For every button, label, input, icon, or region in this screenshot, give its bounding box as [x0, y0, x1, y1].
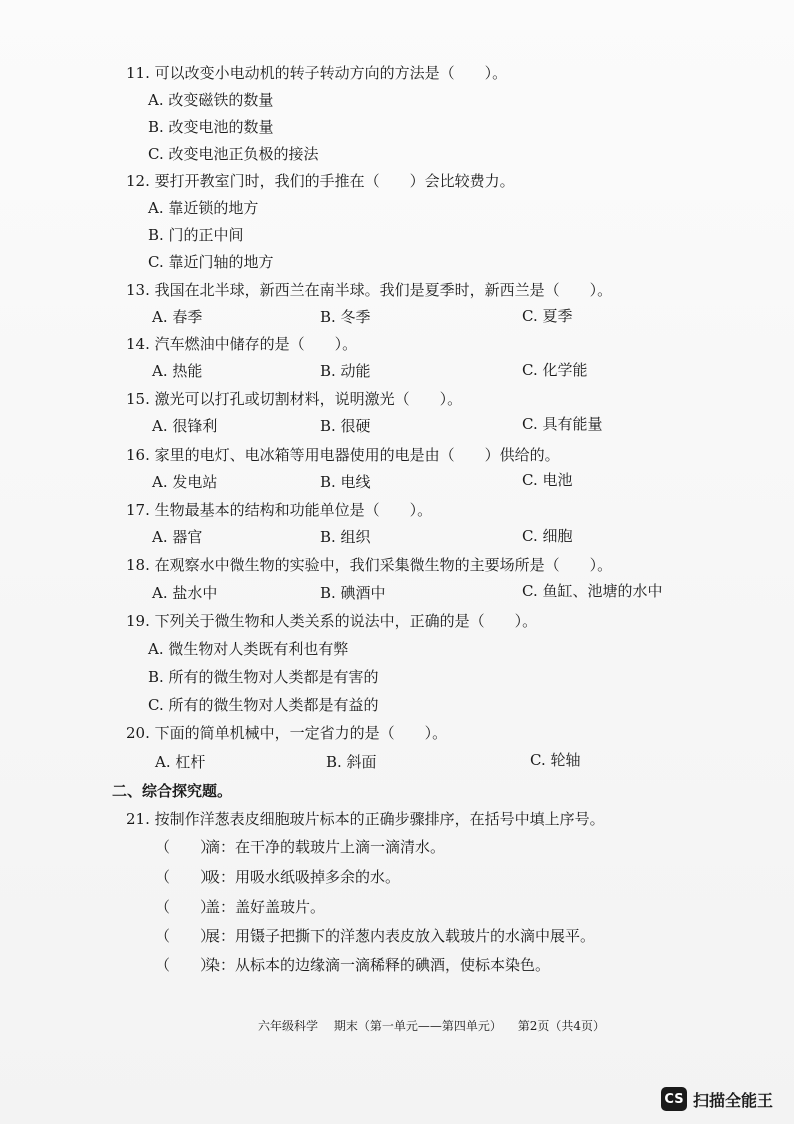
q21-step-4 — [155, 925, 595, 946]
section-2-title: 二、综合探究题。 — [112, 782, 233, 800]
q16-option-b: B. 电线 — [320, 473, 371, 491]
q18-option-a: A. 盐水中 — [152, 584, 218, 602]
q16-option-c: C. 电池 — [522, 471, 573, 489]
q15-option-c: C. 具有能量 — [522, 415, 603, 433]
q13-option-c: C. 夏季 — [522, 307, 573, 325]
q19-option-b: B. 所有的微生物对人类都是有害的 — [148, 668, 379, 686]
question-12: 12. 要打开教室门时，我们的手推在（ ）会比较费力。 — [126, 172, 515, 190]
q11-option-a: A. 改变磁铁的数量 — [148, 91, 274, 109]
q18-option-b: B. 碘酒中 — [320, 584, 386, 602]
q21-step-2 — [155, 866, 400, 887]
step-text: 染：从标本的边缘滴一滴稀释的碘酒，使标本染色。 — [205, 956, 551, 974]
question-21: 21. 按制作洋葱表皮细胞玻片标本的正确步骤排序，在括号中填上序号。 — [126, 810, 605, 828]
question-18: 18. 在观察水中微生物的实验中，我们采集微生物的主要场所是（ ）。 — [126, 556, 613, 574]
q20-option-c: C. 轮轴 — [530, 751, 581, 769]
question-16: 16. 家里的电灯、电冰箱等用电器使用的电是由（ ）供给的。 — [126, 446, 560, 464]
q21-step-5 — [155, 954, 550, 975]
question-19: 19. 下列关于微生物和人类关系的说法中，正确的是（ ）。 — [126, 612, 538, 630]
q16-option-a: A. 发电站 — [152, 473, 218, 491]
q12-option-a: A. 靠近锁的地方 — [148, 199, 259, 217]
question-15: 15. 激光可以打孔或切割材料，说明激光（ ）。 — [126, 390, 463, 408]
step-text: 展：用镊子把撕下的洋葱内表皮放入载玻片的水滴中展平。 — [205, 927, 596, 945]
page-footer — [258, 1017, 617, 1034]
watermark-text: 扫描全能王 — [693, 1090, 774, 1110]
q19-option-c: C. 所有的微生物对人类都是有益的 — [148, 696, 379, 714]
q17-option-b: B. 组织 — [320, 528, 371, 546]
q21-step-1 — [155, 836, 445, 857]
q12-option-b: B. 门的正中间 — [148, 226, 244, 244]
q17-option-a: A. 器官 — [152, 528, 203, 546]
q18-option-c: C. 鱼缸、池塘的水中 — [522, 582, 663, 600]
camscanner-logo-icon: CS — [661, 1087, 687, 1111]
q19-option-a: A. 微生物对人类既有利也有弊 — [148, 640, 349, 658]
q14-option-c: C. 化学能 — [522, 361, 588, 379]
question-13: 13. 我国在北半球，新西兰在南半球。我们是夏季时，新西兰是（ ）。 — [126, 281, 613, 299]
footer-grade: 六年级科学 — [258, 1019, 319, 1033]
q17-option-c: C. 细胞 — [522, 527, 573, 545]
q15-option-b: B. 很硬 — [320, 417, 371, 435]
answer-blank: （ ） — [155, 898, 216, 916]
q20-option-a: A. 杠杆 — [155, 753, 206, 771]
question-11: 11. 可以改变小电动机的转子转动方向的方法是（ ）。 — [126, 64, 508, 82]
footer-exam: 期末（第一单元——第四单元） — [333, 1019, 502, 1033]
q11-option-c: C. 改变电池正负极的接法 — [148, 145, 319, 163]
q13-option-b: B. 冬季 — [320, 308, 371, 326]
footer-page: 第2页（共4页） — [517, 1019, 605, 1033]
q21-step-3 — [155, 896, 325, 917]
q14-option-b: B. 动能 — [320, 362, 371, 380]
q11-option-b: B. 改变电池的数量 — [148, 118, 274, 136]
q15-option-a: A. 很锋利 — [152, 417, 218, 435]
answer-blank: （ ） — [155, 956, 216, 974]
q12-option-c: C. 靠近门轴的地方 — [148, 253, 274, 271]
question-20: 20. 下面的简单机械中，一定省力的是（ ）。 — [126, 724, 448, 742]
step-text: 吸：用吸水纸吸掉多余的水。 — [205, 868, 401, 886]
question-17: 17. 生物最基本的结构和功能单位是（ ）。 — [126, 501, 433, 519]
q13-option-a: A. 春季 — [152, 308, 203, 326]
answer-blank: （ ） — [155, 838, 216, 856]
q14-option-a: A. 热能 — [152, 362, 203, 380]
question-14: 14. 汽车燃油中储存的是（ ）。 — [126, 335, 358, 353]
scanner-watermark — [661, 1084, 783, 1114]
answer-blank: （ ） — [155, 868, 216, 886]
answer-blank: （ ） — [155, 927, 216, 945]
step-text: 盖：盖好盖玻片。 — [205, 898, 326, 916]
step-text: 滴：在干净的载玻片上滴一滴清水。 — [205, 838, 446, 856]
q20-option-b: B. 斜面 — [326, 753, 377, 771]
